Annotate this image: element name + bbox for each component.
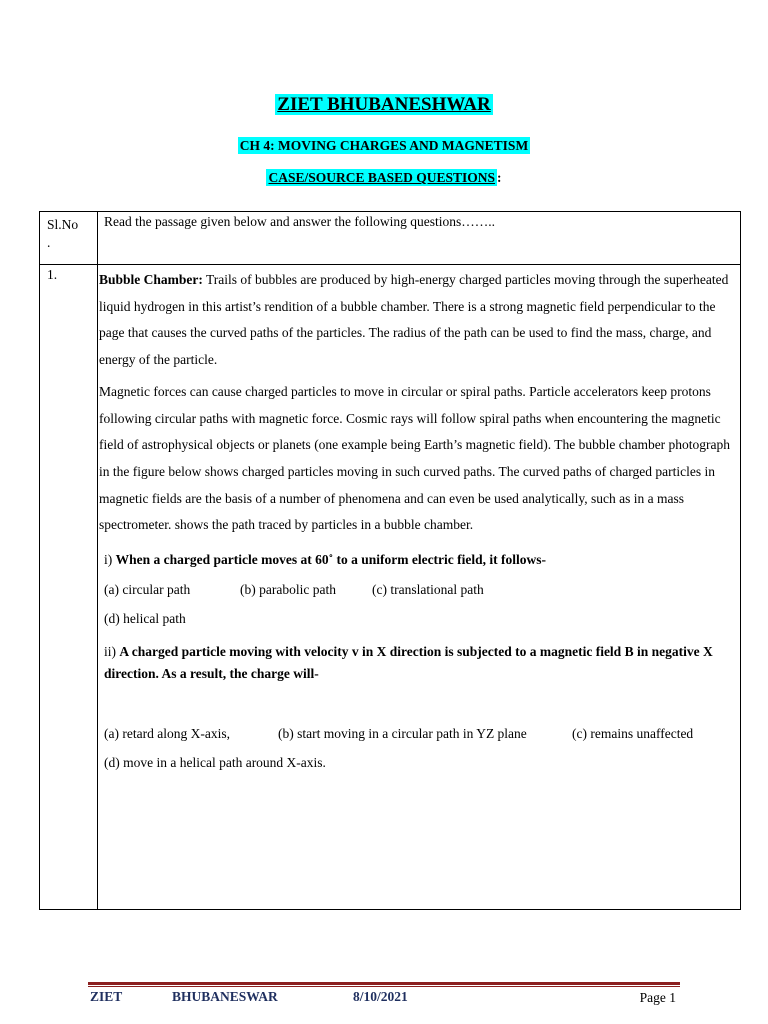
footer-city: BHUBANESWAR (172, 989, 278, 1004)
option-a: (a) circular path (104, 582, 191, 598)
page-footer (90, 989, 680, 1009)
section-title-colon: : (497, 170, 502, 185)
option-c: (c) translational path (372, 582, 484, 598)
footer-date: 8/10/2021 (353, 989, 408, 1004)
option-c: (c) remains unaffected (572, 726, 694, 742)
question-2-number: ii) (104, 644, 120, 660)
school-title-text: ZIET BHUBANESHWAR (277, 94, 491, 115)
table-header-row (40, 212, 741, 265)
question-cell (98, 265, 741, 910)
question-2-options-row (104, 724, 734, 744)
question-2-option-d: (d) move in a helical path around X-axis. (104, 755, 326, 771)
chapter-title (0, 138, 768, 154)
question-1-number: i) (104, 552, 116, 568)
question-1-options-row (104, 580, 734, 600)
footer-rule-thin (88, 986, 680, 987)
option-b: (b) start moving in a circular path in YZ plane (278, 726, 527, 742)
serial-cell (40, 265, 98, 910)
option-b: (b) parabolic path (240, 582, 336, 598)
passage-paragraph-2: Magnetic forces can cause charged particles to move in circular or spiral paths. Particle accelerators keep protons following circular paths with magnetic force. Cosmic rays will follow spiral paths when encountering the magnetic field of astrophysical objects or planets (one example being Earth’s magnetic field). The bubble chamber photograph in the figure below shows charged particles moving in such curved paths. The curved paths of charged particles in magnetic fields are the basis of a number of phenomena and can even be used analytically, such as in a mass spectrometer. shows the path traced by particles in a bubble chamber. (99, 383, 731, 533)
footer-rule-thick (88, 982, 680, 985)
serial-header-cell (40, 212, 98, 265)
table-row (40, 265, 741, 910)
serial-header-dot: . (47, 235, 51, 250)
passage-paragraph-1-text: Trails of bubbles are produced by high-energy charged particles moving through the superheated liquid hydrogen in this artist’s rendition of a bubble chamber. There is a strong magnetic field perpendicular to the page that causes the curved paths of the particles. The radius of the path can be used to find the mass, charge, and energy of the particle. (99, 272, 729, 368)
instruction-header: Read the passage given below and answer the following questions…….. (104, 214, 496, 229)
question-1-text: When a charged particle moves at 60˚ to a uniform electric field, it follows- (115, 552, 547, 568)
question-table (39, 211, 741, 910)
option-a: (a) retard along X-axis, (104, 726, 230, 742)
passage-lead: Bubble Chamber: (99, 272, 203, 287)
chapter-title-text: CH 4: MOVING CHARGES AND MAGNETISM (239, 138, 529, 153)
serial-number: 1. (47, 267, 58, 282)
section-title-text: CASE/SOURCE BASED QUESTIONS (268, 170, 496, 185)
question-2-text: A charged particle moving with velocity v in X direction is subjected to a magnetic field B in negative X direction. As a result, the charge will- (104, 644, 713, 682)
passage-paragraph-1 (99, 267, 734, 374)
question-1-option-d: (d) helical path (104, 611, 186, 627)
page-number: Page 1 (639, 990, 676, 1005)
section-title (0, 170, 768, 186)
instruction-header-cell (98, 212, 741, 265)
question-1 (104, 549, 734, 571)
question-2 (104, 641, 734, 685)
footer-school: ZIET (90, 989, 123, 1004)
school-title (0, 94, 768, 116)
serial-header: Sl.No (47, 217, 79, 232)
